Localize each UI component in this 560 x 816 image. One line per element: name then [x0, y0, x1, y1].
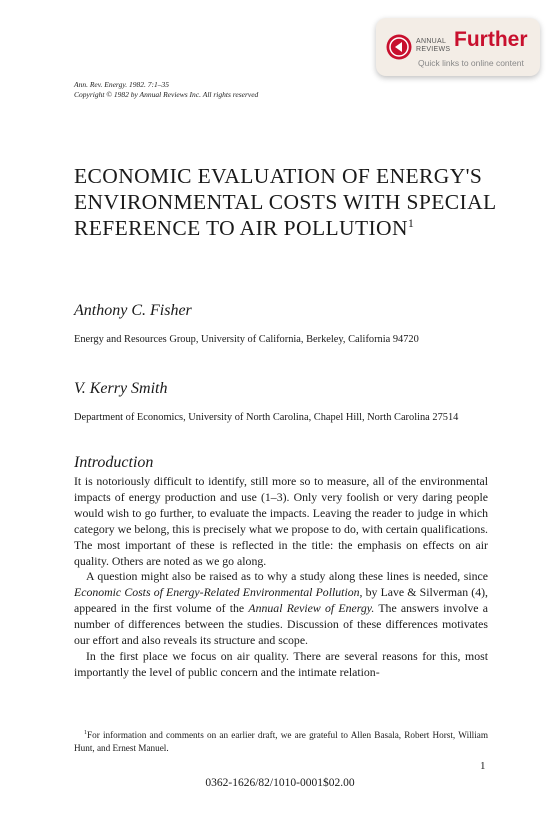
paragraph: It is notoriously difficult to identify, still more so to measure, all of the environmental impacts of energy production and use (1–3). Only very foolish or very daring people would wish to go further, to evaluate the impacts. Leaving the reader to judge in which category we belong, this is precisely what we propose to do, with certain qualifications. The most important of these is reflected in the title: the emphasis on effects on air quality. Others are noted as we go along. — [74, 474, 488, 568]
page-number: 1 — [480, 760, 486, 772]
author-name: Anthony C. Fisher — [74, 302, 192, 319]
further-subtitle: Quick links to online content — [418, 58, 524, 68]
article-code: 0362-1626/82/1010-0001$02.00 — [205, 777, 355, 789]
title-footnote-mark: 1 — [407, 215, 415, 230]
paper-title-text: ECONOMIC EVALUATION OF ENERGY'S ENVIRONMENTAL COSTS WITH SPECIAL REFERENCE TO AIR POLLUTION — [74, 164, 496, 240]
annual-reviews-logo-icon — [386, 34, 412, 60]
author-affiliation: Department of Economics, University of North Carolina, Chapel Hill, North Carolina 27514 — [74, 412, 459, 423]
paper-title — [74, 163, 504, 241]
journal-citation — [74, 80, 258, 100]
citation-line: Ann. Rev. Energy. 1982. 7:1–35 — [74, 80, 169, 89]
footnote-text: For information and comments on an earlier draft, we are grateful to Allen Basala, Robert Horst, William Hunt, and Ernest Manuel. — [74, 730, 488, 753]
footnote-mark: 1 — [84, 730, 87, 736]
paragraph: In the first place we focus on air quality. There are several reasons for this, most importantly the level of public concern and the intimate relation- — [74, 648, 488, 679]
body-text — [74, 474, 488, 681]
further-label: Further — [454, 28, 528, 51]
paragraph: A question might also be raised as to why a study along these lines is needed, since Economic Costs of Energy-Related Environmental Pollution, by Lave & Silverman (4), appeared in the first volume of the Annual Review of Energy. The answers involve a number of differences between the studies. Discussion of these differences motivates our effort and also reveals its structure and scope. — [74, 569, 488, 648]
author-name: V. Kerry Smith — [74, 380, 168, 397]
author-affiliation: Energy and Resources Group, University of California, Berkeley, California 94720 — [74, 334, 419, 345]
further-badge[interactable] — [376, 18, 540, 76]
section-heading: Introduction — [74, 454, 154, 471]
copyright-line: Copyright © 1982 by Annual Reviews Inc. All rights reserved — [74, 90, 259, 99]
footnote — [74, 727, 488, 754]
publisher-name: ANNUAL REVIEWS — [416, 38, 451, 53]
